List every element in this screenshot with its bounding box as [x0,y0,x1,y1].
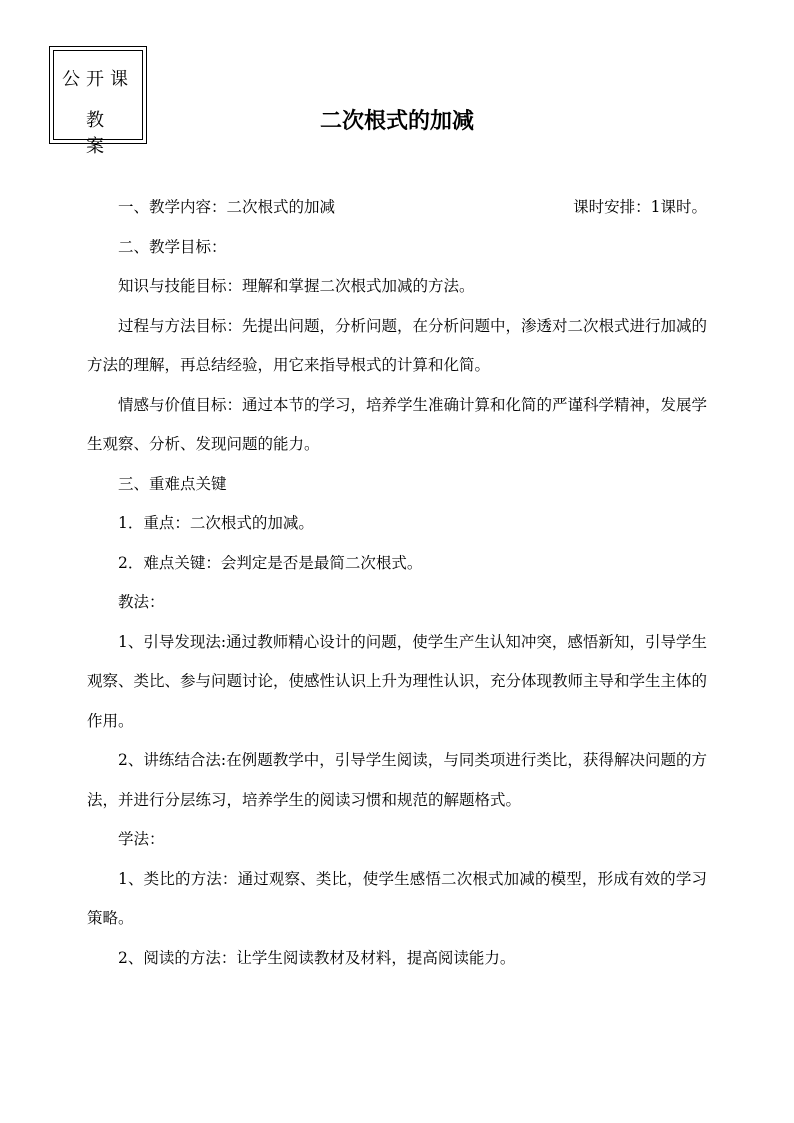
stamp-line-1: 公开课 [62,69,134,90]
page-title: 二次根式的加减 [319,109,474,134]
paragraph: 过程与方法目标：先提出问题，分析问题，在分析问题中，渗透对二次根式进行加减的方法的理解，再总结经验，用它来指导根式的计算和化简。 [87,316,708,374]
paragraph: 情感与价值目标：通过本节的学习，培养学生准确计算和化简的严谨科学精神，发展学生观察、分析、发现问题的能力。 [87,395,708,453]
paragraph: 2．难点关键：会判定是否是最简二次根式。 [118,553,423,572]
paragraph: 二、教学目标： [118,237,227,256]
paragraph: 1、类比的方法：通过观察、类比，使学生感悟二次根式加减的模型，形成有效的学习策略。 [87,869,707,927]
document-body [87,188,707,978]
stamp-line-2: 教案 [86,110,130,157]
paragraph: 2、讲练结合法:在例题教学中，引导学生阅读，与同类项进行类比，获得解决问题的方法，并进行分层练习，培养学生的阅读习惯和规范的解题格式。 [87,751,707,809]
teaching-content-row [87,188,707,228]
paragraph: 三、重难点关键 [118,474,227,493]
teaching-content: 一、教学内容：二次根式的加减 [118,198,336,216]
paragraph: 学法： [118,830,165,848]
paragraph: 教法： [118,593,165,611]
paragraph: 1、引导发现法:通过教师精心设计的问题，使学生产生认知冲突，感悟新知，引导学生观察、类比、参与问题讨论，使感性认识上升为理性认识，充分体现教师主导和学生主体的作用。 [87,632,708,730]
paragraph: 知识与技能目标：理解和掌握二次根式加减的方法。 [118,277,475,295]
paragraph: 2、阅读的方法：让学生阅读教材及材料，提高阅读能力。 [118,948,516,967]
paragraph: 1．重点：二次根式的加减。 [118,514,314,532]
class-schedule: 课时安排：1课时。 [573,198,707,216]
